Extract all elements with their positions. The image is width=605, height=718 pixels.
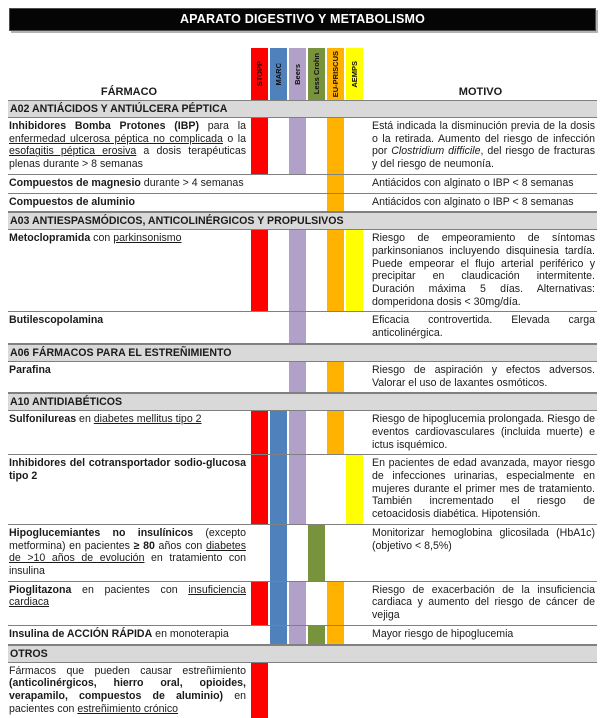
text-run: en pacientes con: [9, 690, 246, 715]
text-run: para la: [199, 120, 246, 132]
criteria-mark-beers: [289, 362, 306, 392]
criteria-cell-marc: [269, 118, 288, 174]
criteria-cell-stopp: [250, 194, 269, 212]
criteria-cell-eu_priscus: [326, 663, 345, 718]
section-header: A02 ANTIÁCIDOS Y ANTIÚLCERA PÉPTICA: [8, 100, 597, 118]
criteria-mark-less_crohn: [308, 626, 325, 644]
criteria-label-eu_priscus: EU-PRISCUS: [331, 51, 340, 97]
motivo-cell: [364, 582, 597, 625]
criteria-cell-marc: [269, 312, 288, 342]
text-run: esofagitis péptica erosiva: [9, 145, 136, 157]
farmaco-cell: [8, 230, 250, 311]
motivo-cell: [364, 194, 597, 212]
section-header: A10 ANTIDIABÉTICOS: [8, 393, 597, 411]
criteria-cell-eu_priscus: [326, 175, 345, 193]
criteria-mark-beers: [289, 626, 306, 644]
criteria-cell-stopp: [250, 663, 269, 718]
text-run: Sulfonilureas: [9, 413, 76, 425]
criteria-cell-less_crohn: [307, 626, 326, 644]
criteria-mark-marc: [270, 455, 287, 524]
motivo-cell: [364, 312, 597, 342]
text-run: , del riesgo de fracturas y del riesgo de neumonía.: [372, 145, 595, 170]
text-run: Inhibidores Bomba Protones (IBP): [9, 120, 199, 132]
criteria-mark-eu_priscus: [327, 230, 344, 311]
criteria-mark-eu_priscus: [327, 175, 344, 193]
column-headers: [8, 48, 597, 100]
criteria-cell-beers: [288, 175, 307, 193]
criteria-mark-eu_priscus: [327, 118, 344, 174]
criteria-swatch-beers: [289, 48, 306, 100]
page-title: APARATO DIGESTIVO Y METABOLISMO: [9, 8, 596, 31]
table-row: [8, 582, 597, 626]
criteria-cell-beers: [288, 411, 307, 454]
table-row: [8, 230, 597, 312]
criteria-cell-less_crohn: [307, 525, 326, 581]
text-run: Riesgo de hipoglucemia prolongada. Riesgo de eventos cardiovasculares (incluida muerte) e ictus isquémico.: [372, 413, 595, 450]
farmaco-cell: [8, 626, 250, 644]
criteria-cell-stopp: [250, 455, 269, 524]
table-row: [8, 194, 597, 213]
text-run: En pacientes de edad avanzada, mayor riesgo de infecciones urinarias, especialmente en mujeres durante el primer mes de tratamiento. También incrementado el riesgo de cetoacidosis diabética. Hipotensión.: [372, 457, 595, 520]
criteria-cell-beers: [288, 663, 307, 718]
criteria-cell-eu_priscus: [326, 362, 345, 392]
criteria-cell-stopp: [250, 230, 269, 311]
farmaco-cell: [8, 525, 250, 581]
text-run: Mayor riesgo de hipoglucemia: [372, 628, 513, 640]
criteria-cell-aemps: [345, 194, 364, 212]
farmaco-cell: [8, 118, 250, 174]
text-run: Riesgo de empeoramiento de síntomas parkinsonianos incluyendo disquinesia tardía. Puede empeorar el flujo arterial periférico y precipitar en claudicación intermitente. Duración máxima 5 días. Alternativas: domperidona dosis < 30mg/día.: [372, 232, 595, 308]
text-run: Antiácidos con alginato o IBP < 8 semanas: [372, 196, 574, 208]
criteria-cell-less_crohn: [307, 312, 326, 342]
farmaco-column-label: FÁRMACO: [8, 86, 250, 100]
section-header: OTROS: [8, 645, 597, 663]
farmaco-cell: [8, 194, 250, 212]
criteria-cell-stopp: [250, 118, 269, 174]
text-run: Riesgo de exacerbación de la insuficiencia cardiaca y aumento del riesgo de cáncer de vejiga: [372, 584, 595, 621]
text-run: Insulina de ACCIÓN RÁPIDA: [9, 628, 152, 640]
table-row: [8, 411, 597, 455]
criteria-cell-eu_priscus: [326, 411, 345, 454]
text-run: a dosis terapéuticas plenas durante > 8 semanas: [9, 145, 246, 170]
text-run: estreñimiento crónico: [77, 703, 178, 715]
criteria-cell-less_crohn: [307, 455, 326, 524]
text-run: Clostridium difficile: [391, 145, 480, 157]
criteria-cell-beers: [288, 525, 307, 581]
criteria-label-beers: Beers: [293, 64, 302, 85]
criteria-mark-eu_priscus: [327, 626, 344, 644]
text-run: Fármacos que pueden causar estreñimiento: [9, 665, 246, 677]
criteria-mark-marc: [270, 626, 287, 644]
criteria-cell-marc: [269, 663, 288, 718]
criteria-cell-marc: [269, 230, 288, 311]
text-run: Parafina: [9, 364, 51, 376]
criteria-mark-beers: [289, 411, 306, 454]
table-row: [8, 525, 597, 582]
text-run: Butilescopolamina: [9, 314, 103, 326]
criteria-cell-stopp: [250, 175, 269, 193]
criteria-mark-aemps: [346, 230, 363, 311]
motivo-cell: [364, 525, 597, 581]
criteria-label-marc: MARC: [274, 63, 283, 86]
criteria-cell-aemps: [345, 118, 364, 174]
text-run: en monoterapia: [152, 628, 229, 640]
criteria-swatch-aemps: [346, 48, 363, 100]
section-header: A06 FÁRMACOS PARA EL ESTREÑIMIENTO: [8, 344, 597, 362]
table-row: [8, 626, 597, 645]
text-run: en pacientes con: [71, 584, 188, 596]
criteria-cell-eu_priscus: [326, 582, 345, 625]
text-run: Hipoglucemiantes no insulínicos: [9, 527, 193, 539]
criteria-mark-marc: [270, 582, 287, 625]
farmaco-cell: [8, 362, 250, 392]
criteria-cell-stopp: [250, 312, 269, 342]
criteria-mark-beers: [289, 312, 306, 342]
criteria-mark-stopp: [251, 230, 268, 311]
motivo-cell: [364, 626, 597, 644]
farmaco-cell: [8, 312, 250, 342]
criteria-cell-stopp: [250, 362, 269, 392]
text-run: Inhibidores del cotransportador sodio-glucosa tipo 2: [9, 457, 246, 482]
criteria-cell-beers: [288, 118, 307, 174]
criteria-mark-eu_priscus: [327, 362, 344, 392]
criteria-mark-beers: [289, 455, 306, 524]
criteria-cell-less_crohn: [307, 362, 326, 392]
criteria-cell-beers: [288, 455, 307, 524]
text-run: con: [90, 232, 113, 244]
criteria-mark-eu_priscus: [327, 411, 344, 454]
criteria-cell-eu_priscus: [326, 312, 345, 342]
text-run: Monitorizar hemoglobina glicosilada (HbA1c) (objetivo < 8,5%): [372, 527, 595, 552]
criteria-label-aemps: AEMPS: [350, 61, 359, 88]
criteria-cell-stopp: [250, 582, 269, 625]
farmaco-cell: [8, 582, 250, 625]
criteria-mark-stopp: [251, 455, 268, 524]
criteria-label-stopp: STOPP: [255, 61, 264, 86]
table-row: [8, 312, 597, 343]
section-header: A03 ANTIESPASMÓDICOS, ANTICOLINÉRGICOS Y PROPULSIVOS: [8, 212, 597, 230]
text-run: (anticolinérgicos, hierro oral, opioides, verapamilo, compuestos de aluminio): [9, 677, 246, 702]
text-run: ≥ 80: [134, 540, 155, 552]
criteria-cell-less_crohn: [307, 175, 326, 193]
table-row: [8, 455, 597, 525]
criteria-swatch-less_crohn: [308, 48, 325, 100]
motivo-cell: [364, 411, 597, 454]
criteria-cell-aemps: [345, 455, 364, 524]
criteria-cell-stopp: [250, 411, 269, 454]
farmaco-cell: [8, 411, 250, 454]
criteria-cell-marc: [269, 525, 288, 581]
criteria-mark-beers: [289, 582, 306, 625]
criteria-cell-eu_priscus: [326, 525, 345, 581]
criteria-mark-less_crohn: [308, 525, 325, 581]
motivo-cell: [364, 455, 597, 524]
motivo-cell: [364, 118, 597, 174]
criteria-cell-less_crohn: [307, 582, 326, 625]
criteria-cell-aemps: [345, 362, 364, 392]
criteria-cell-eu_priscus: [326, 118, 345, 174]
criteria-mark-marc: [270, 411, 287, 454]
criteria-cell-less_crohn: [307, 663, 326, 718]
criteria-cell-marc: [269, 411, 288, 454]
criteria-cell-marc: [269, 455, 288, 524]
text-run: enfermedad ulcerosa péptica no complicada: [9, 133, 223, 145]
text-run: en tratamiento con insulina: [9, 552, 246, 577]
criteria-cell-marc: [269, 626, 288, 644]
motivo-cell: [364, 175, 597, 193]
text-run: diabetes mellitus tipo 2: [94, 413, 202, 425]
criteria-cell-less_crohn: [307, 118, 326, 174]
criteria-cell-aemps: [345, 525, 364, 581]
motivo-cell: [364, 362, 597, 392]
criteria-mark-eu_priscus: [327, 194, 344, 212]
criteria-label-less_crohn: Less Crohn: [312, 53, 321, 94]
criteria-cell-aemps: [345, 230, 364, 311]
criteria-cell-eu_priscus: [326, 455, 345, 524]
criteria-mark-beers: [289, 230, 306, 311]
criteria-cell-less_crohn: [307, 194, 326, 212]
text-run: diabetes de >10 años de evolución: [9, 540, 246, 565]
criteria-cell-aemps: [345, 411, 364, 454]
criteria-cell-less_crohn: [307, 230, 326, 311]
criteria-mark-aemps: [346, 455, 363, 524]
criteria-cell-marc: [269, 362, 288, 392]
criteria-mark-stopp: [251, 582, 268, 625]
text-run: durante > 4 semanas: [141, 177, 244, 189]
farmaco-cell: [8, 455, 250, 524]
criteria-cell-beers: [288, 230, 307, 311]
criteria-mark-stopp: [251, 663, 268, 718]
text-run: Antiácidos con alginato o IBP < 8 semanas: [372, 177, 574, 189]
criteria-cell-beers: [288, 312, 307, 342]
criteria-mark-beers: [289, 118, 306, 174]
table-body: [8, 100, 597, 718]
criteria-cell-marc: [269, 582, 288, 625]
text-run: Está indicada la disminución previa de la dosis o la retirada. Aumento del riesgo de infección por: [372, 120, 595, 157]
criteria-swatch-marc: [270, 48, 287, 100]
text-run: Compuestos de magnesio: [9, 177, 141, 189]
criteria-cell-aemps: [345, 663, 364, 718]
text-run: Eficacia controvertida. Elevada carga anticolinérgica.: [372, 314, 595, 339]
criteria-cell-beers: [288, 362, 307, 392]
text-run: en: [76, 413, 94, 425]
table-row: [8, 663, 597, 718]
criteria-cell-stopp: [250, 626, 269, 644]
motivo-cell: [364, 663, 597, 718]
motivo-cell: [364, 230, 597, 311]
criteria-cell-marc: [269, 194, 288, 212]
criteria-swatch-eu_priscus: [327, 48, 344, 100]
text-run: Riesgo de aspiración y efectos adversos. Valorar el uso de laxantes osmóticos.: [372, 364, 595, 389]
criteria-mark-eu_priscus: [327, 582, 344, 625]
criteria-cell-beers: [288, 582, 307, 625]
criteria-cell-aemps: [345, 312, 364, 342]
criteria-cell-marc: [269, 175, 288, 193]
text-run: Compuestos de aluminio: [9, 196, 135, 208]
criteria-mark-stopp: [251, 411, 268, 454]
text-run: parkinsonismo: [113, 232, 181, 244]
criteria-mark-marc: [270, 525, 287, 581]
farmaco-cell: [8, 663, 250, 718]
criteria-cell-aemps: [345, 626, 364, 644]
criteria-cell-beers: [288, 626, 307, 644]
text-run: (excepto metformina) en pacientes: [9, 527, 246, 552]
criteria-cell-eu_priscus: [326, 194, 345, 212]
table-row: [8, 362, 597, 393]
criteria-swatch-stopp: [251, 48, 268, 100]
criteria-cell-aemps: [345, 175, 364, 193]
table-row: [8, 175, 597, 194]
criteria-cell-beers: [288, 194, 307, 212]
table-row: [8, 118, 597, 175]
text-run: o la: [223, 133, 246, 145]
text-run: años con: [155, 540, 206, 552]
criteria-cell-eu_priscus: [326, 626, 345, 644]
criteria-cell-eu_priscus: [326, 230, 345, 311]
text-run: Pioglitazona: [9, 584, 71, 596]
text-run: insuficiencia cardiaca: [9, 584, 246, 609]
criteria-cell-less_crohn: [307, 411, 326, 454]
farmaco-cell: [8, 175, 250, 193]
text-run: Metoclopramida: [9, 232, 90, 244]
motivo-column-label: MOTIVO: [364, 86, 597, 100]
criteria-mark-stopp: [251, 118, 268, 174]
criteria-cell-aemps: [345, 582, 364, 625]
criteria-cell-stopp: [250, 525, 269, 581]
